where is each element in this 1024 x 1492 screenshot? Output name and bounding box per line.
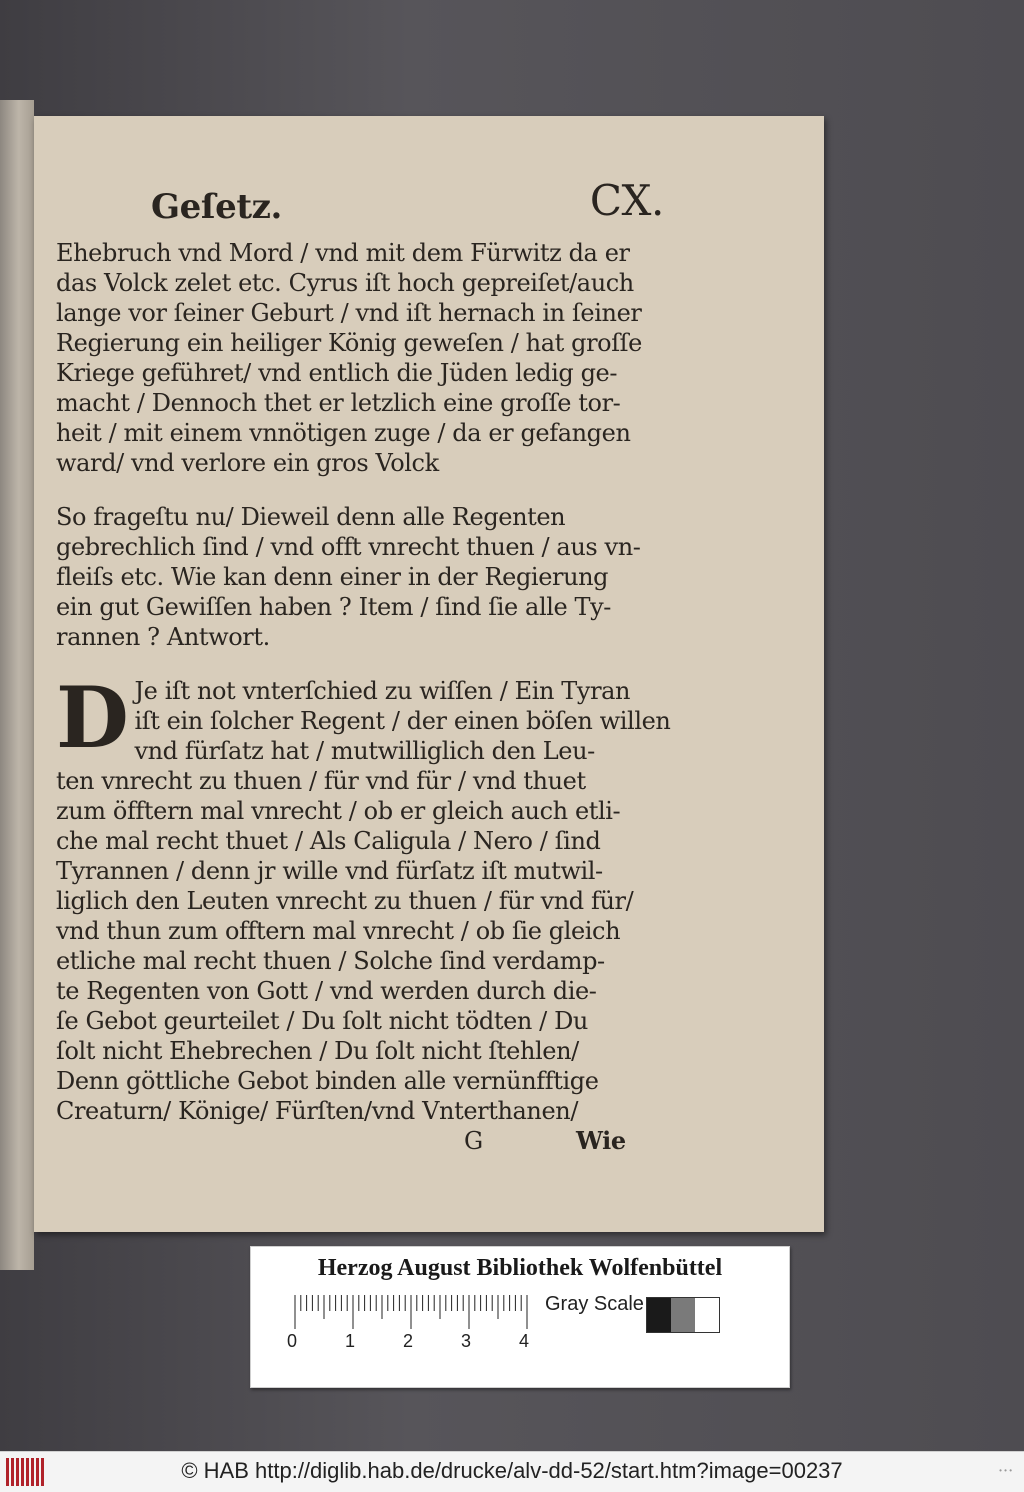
signature-mark: G (464, 1127, 483, 1155)
text-line: das Volck zelet etc. Cyrus iſt hoch gepreiſet/auch (56, 269, 634, 297)
paragraph-3-body (56, 766, 656, 1126)
text-line: etliche mal recht thuen / Solche ſind verdamp- (56, 947, 605, 975)
swatch-mid (671, 1298, 695, 1332)
ruler-number: 0 (287, 1331, 298, 1351)
paragraph-2 (56, 502, 656, 652)
text-line: ſe Gebot geurteilet / Du ſolt nicht tödten / Du (56, 1007, 588, 1035)
footer-bar (0, 1451, 1024, 1492)
text-line: Kriege geführet/ vnd entlich die Jüden ledig ge- (56, 359, 618, 387)
text-line: Tyrannen / denn jr wille vnd fürſatz iſt mutwil- (56, 857, 603, 885)
footer-dots-icon: • • • (999, 1466, 1012, 1475)
running-head: Geſetz. (151, 187, 282, 227)
reference-card (250, 1246, 790, 1388)
ruler-number: 2 (403, 1331, 414, 1351)
ruler-scale-icon (293, 1295, 533, 1331)
text-line: gebrechlich ſind / vnd offt vnrecht thuen / aus vn- (56, 533, 641, 561)
text-line: ein gut Gewiſſen haben ? Item / ſind ſie alle Ty- (56, 593, 612, 621)
gray-scale-swatch (646, 1297, 720, 1333)
paragraph-1 (56, 238, 656, 478)
text-line: che mal recht thuet / Als Caligula / Nero / ſind (56, 827, 601, 855)
text-line: Denn göttliche Gebot binden alle vernünfftige (56, 1067, 599, 1095)
swatch-dark (647, 1298, 671, 1332)
swatch-white (695, 1298, 719, 1332)
text-line: Creaturn/ Könige/ Fürſten/vnd Vnterthanen/ (56, 1097, 579, 1125)
folio-number: CX. (589, 176, 664, 225)
page-text-block (56, 176, 671, 1160)
text-line: macht / Dennoch thet er letzlich eine groſſe tor- (56, 389, 621, 417)
library-name: Herzog August Bibliothek Wolfenbüttel (317, 1255, 723, 1281)
text-line: heit / mit einem vnnötigen zuge / da er gefangen (56, 419, 631, 447)
text-line: zum öfftern mal vnrecht / ob er gleich auch etli- (56, 797, 621, 825)
ruler-number: 3 (461, 1331, 472, 1351)
book-page (34, 116, 824, 1232)
text-line: te Regenten von Gott / vnd werden durch die- (56, 977, 597, 1005)
ruler-number: 1 (345, 1331, 356, 1351)
text-line: Regierung ein heiliger König geweſen / hat groſſe (56, 329, 642, 357)
page-header (56, 176, 664, 230)
text-line: vnd fürſatz hat / mutwilliglich den Leu- (134, 737, 595, 765)
footer-copyright-link[interactable]: © HAB http://diglib.hab.de/drucke/alv-dd-52/start.htm?image=00237 (181, 1458, 843, 1483)
page-footer (56, 1126, 656, 1160)
catchword: Wie (576, 1126, 626, 1155)
text-line: ten vnrecht zu thuen / für vnd für / vnd thuet (56, 767, 586, 795)
text-line: liglich den Leuten vnrecht zu thuen / für vnd für/ (56, 887, 634, 915)
paragraph-3 (56, 668, 671, 1126)
text-line: lange vor ſeiner Geburt / vnd iſt hernach in ſeiner (56, 299, 642, 327)
previous-page-edge (0, 100, 34, 1270)
text-line: Je iſt not vnterſchied zu wiſſen / Ein Tyran (134, 677, 631, 705)
text-line: rannen ? Antwort. (56, 623, 270, 651)
paragraph-gap (56, 478, 656, 502)
text-line: So frageſtu nu/ Dieweil denn alle Regenten (56, 503, 566, 531)
gray-scale-label: Gray Scale (545, 1293, 644, 1315)
drop-cap: D (56, 668, 129, 767)
paragraph-3-indented (56, 668, 671, 767)
ruler-number: 4 (519, 1331, 530, 1351)
text-line: ward/ vnd verlore ein gros Volck (56, 449, 439, 477)
paragraph-gap (56, 652, 656, 676)
text-line: iſt ein ſolcher Regent / der einen böſen willen (134, 707, 671, 735)
text-line: ſolt nicht Ehebrechen / Du ſolt nicht ſtehlen/ (56, 1037, 579, 1065)
text-line: fleiſs etc. Wie kan denn einer in der Regierung (56, 563, 609, 591)
text-line: Ehebruch vnd Mord / vnd mit dem Fürwitz da er (56, 239, 630, 267)
text-line: vnd thun zum offtern mal vnrecht / ob ſie gleich (56, 917, 621, 945)
